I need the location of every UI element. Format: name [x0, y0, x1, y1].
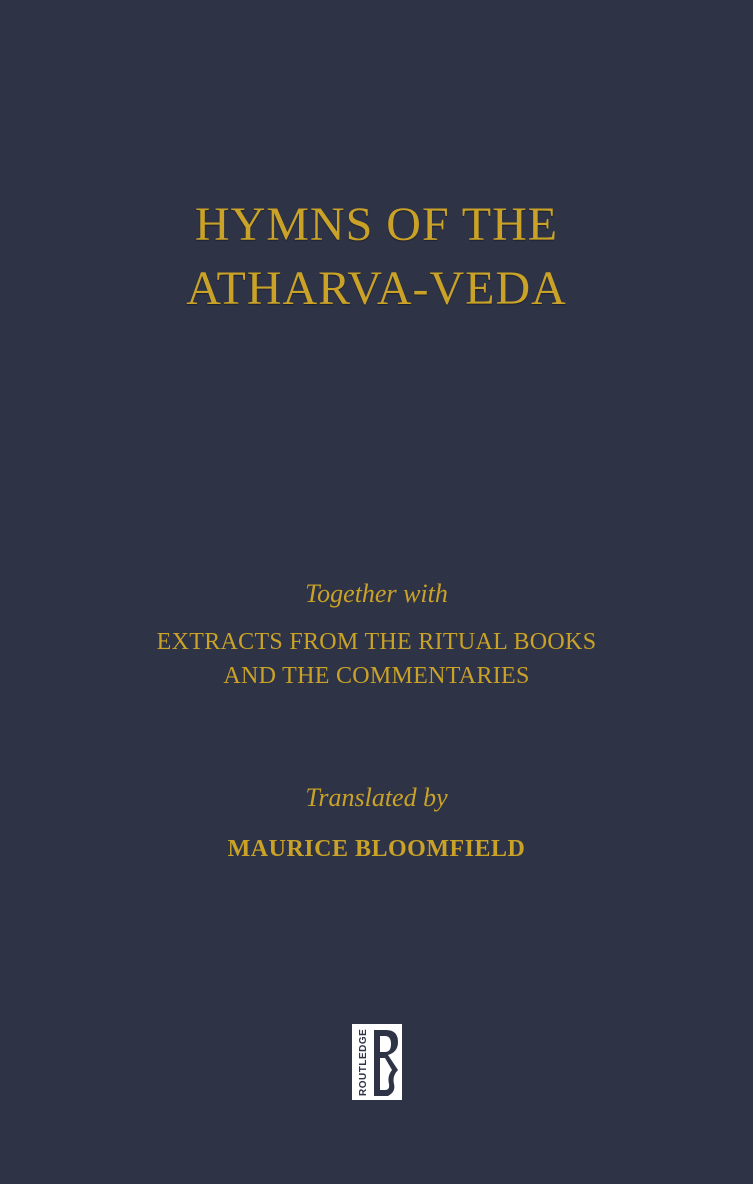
together-with-label: Together with — [305, 579, 448, 608]
author-name: MAURICE BLOOMFIELD — [227, 836, 526, 862]
title-line-2: ATHARVA-VEDA — [186, 262, 567, 315]
subtitle-line-2: AND THE COMMENTARIES — [223, 663, 530, 689]
translated-by-label: Translated by — [305, 783, 448, 812]
title-line-1: HYMNS OF THE — [194, 198, 559, 251]
subtitle-line-1: EXTRACTS FROM THE RITUAL BOOKS — [156, 629, 597, 655]
publisher-name: ROUTLEDGE — [358, 1028, 369, 1096]
routledge-logo-icon — [352, 1024, 402, 1100]
